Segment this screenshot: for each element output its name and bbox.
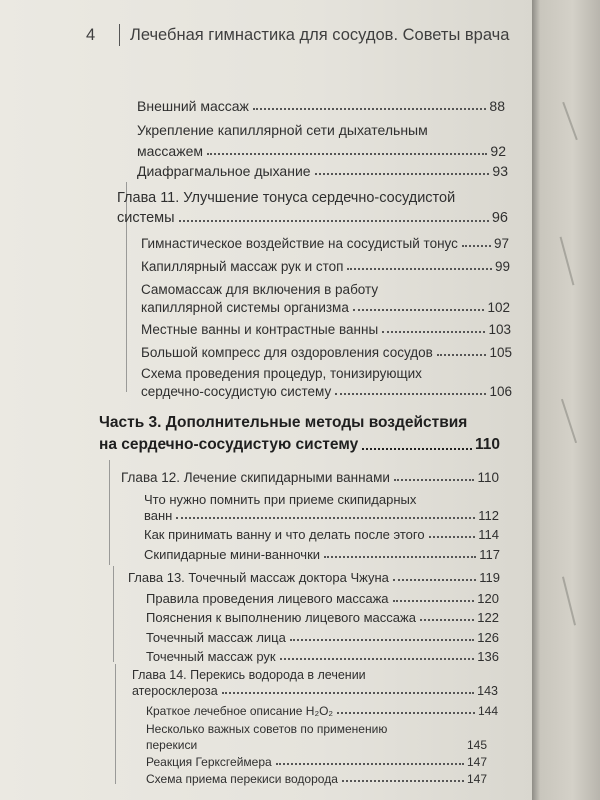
- toc-entry-title: Как принимать ванну и что делать после этого: [144, 527, 425, 542]
- leader-dots: [315, 173, 490, 175]
- toc-entry-title: Реакция Герксгеймера: [146, 755, 272, 769]
- toc-entry-title: Укрепление капиллярной сети дыхательным: [137, 122, 428, 138]
- toc-entry: [137, 163, 508, 179]
- toc-entry-title: Краткое лечебное описание H₂O₂: [146, 704, 334, 718]
- chapter-title-cont: системы: [117, 210, 175, 226]
- toc-entry: [146, 649, 499, 664]
- toc-entry-title: Пояснения к выполнению лицевого массажа: [146, 610, 416, 625]
- toc-page-number: 99: [494, 259, 510, 274]
- toc-entry-title: Схема проведения процедур, тонизирующих: [141, 366, 422, 381]
- toc-entry: [146, 738, 487, 752]
- toc-entry: [146, 630, 499, 645]
- toc-entry: [132, 684, 498, 698]
- toc-entry-title: Гимнастическое воздействие на сосудистый тонус: [141, 236, 458, 251]
- toc-entry: [141, 236, 509, 251]
- toc-page-number: 97: [493, 236, 509, 251]
- page-number: 4: [86, 26, 96, 44]
- leader-dots: [276, 763, 464, 765]
- toc-entry-title: Что нужно помнить при приеме скипидарных: [144, 492, 417, 507]
- running-title: Лечебная гимнастика для сосудов. Советы врача: [130, 26, 510, 44]
- toc-entry-title: Несколько важных советов по применению: [146, 722, 388, 736]
- toc-page-number: 105: [489, 345, 512, 360]
- leader-dots: [429, 536, 476, 538]
- toc-entry-title: Точечный массаж рук: [146, 649, 276, 664]
- toc-page-number: 145: [466, 738, 487, 752]
- leader-dots: [201, 746, 464, 748]
- toc-entry-title: Местные ванны и контрастные ванны: [141, 322, 379, 337]
- toc-entry: [146, 610, 499, 625]
- toc-entry-title: Точечный массаж лица: [146, 630, 286, 645]
- toc-entry: [121, 470, 499, 485]
- leader-dots: [437, 354, 487, 356]
- toc-entry: [144, 527, 499, 542]
- toc-page-number: 96: [491, 210, 508, 226]
- chapter-title-cont: атеросклероза: [132, 684, 218, 698]
- leader-dots: [324, 556, 476, 558]
- toc-page-number: 120: [477, 591, 499, 606]
- toc-entry-title-cont: ванн: [144, 508, 173, 523]
- toc-entry: [99, 436, 500, 454]
- toc-entry: [146, 772, 487, 786]
- toc-entry-title: Капиллярный массаж рук и стоп: [141, 259, 344, 274]
- part-title-cont: на сердечно-сосудистую систему: [99, 436, 359, 453]
- leader-dots: [280, 658, 475, 660]
- toc-entry: [141, 322, 511, 337]
- toc-entry: [141, 384, 512, 399]
- leader-dots: [179, 220, 489, 222]
- leader-dots: [393, 600, 475, 602]
- chapter-rule: [115, 664, 116, 784]
- leader-dots: [382, 331, 485, 333]
- toc-entry-title: Схема приема перекиси водорода: [146, 772, 338, 786]
- toc-entry: [144, 547, 500, 562]
- chapter-rule: [109, 460, 110, 565]
- leader-dots: [290, 639, 474, 641]
- leader-dots: [253, 108, 487, 110]
- leader-dots: [462, 245, 491, 247]
- toc-entry-title: Скипидарные мини-ванночки: [144, 547, 321, 562]
- leader-dots: [353, 309, 485, 311]
- toc-entry: [141, 259, 510, 274]
- toc-page-number: 117: [479, 547, 500, 562]
- toc-entry-title: Правила проведения лицевого массажа: [146, 591, 389, 606]
- toc-page-number: 106: [489, 384, 512, 399]
- toc-page-number: 114: [478, 527, 499, 542]
- toc-entry-title: Большой компресс для оздоровления сосудов: [141, 345, 433, 360]
- toc-page-number: 103: [488, 322, 511, 337]
- toc-page-number: 122: [477, 610, 499, 625]
- leader-dots: [335, 393, 486, 395]
- toc-entry: [141, 300, 510, 315]
- chapter-title: Глава 13. Точечный массаж доктора Чжуна: [128, 570, 389, 585]
- leader-dots: [394, 479, 475, 481]
- toc-page-number: 110: [477, 470, 499, 485]
- toc-entry-title-cont: сердечно-сосудистую систему: [141, 384, 332, 399]
- toc-entry: [117, 210, 508, 226]
- toc-page-number: 136: [477, 649, 499, 664]
- toc-page-number: 92: [490, 143, 506, 159]
- toc-entry-title-cont: капиллярной системы организма: [141, 300, 349, 315]
- toc-entry: [144, 508, 499, 523]
- toc-page-number: 112: [478, 508, 499, 523]
- toc-entry-title: Диафрагмальное дыхание: [137, 163, 311, 179]
- leader-dots: [176, 517, 475, 519]
- toc-entry: [137, 143, 506, 159]
- chapter-rule: [113, 566, 114, 662]
- leader-dots: [362, 448, 472, 450]
- toc-page-number: 143: [477, 684, 498, 698]
- toc-entry-title-cont: перекиси: [146, 738, 198, 752]
- leader-dots: [222, 692, 474, 694]
- toc-entry: [146, 755, 487, 769]
- leader-dots: [207, 153, 487, 155]
- toc-page-number: 144: [477, 704, 498, 718]
- toc-entry-title: Самомассаж для включения в работу: [141, 282, 379, 297]
- toc-page-number: 119: [479, 570, 500, 585]
- part-title: Часть 3. Дополнительные методы воздействия: [99, 414, 468, 431]
- toc-page-number: 102: [487, 300, 510, 315]
- toc-entry: [137, 98, 505, 114]
- toc-page-number: 88: [489, 98, 505, 114]
- chapter-title: Глава 12. Лечение скипидарными ваннами: [121, 470, 390, 485]
- chapter-title: Глава 14. Перекись водорода в лечении: [132, 668, 366, 682]
- toc-entry: [128, 570, 500, 585]
- toc-page-number: 147: [466, 772, 487, 786]
- leader-dots: [420, 619, 474, 621]
- toc-entry: [141, 345, 512, 360]
- chapter-title: Глава 11. Улучшение тонуса сердечно-сосудистой: [117, 190, 456, 206]
- toc-entry: [146, 704, 498, 718]
- toc-entry: [146, 591, 499, 606]
- toc-entry-title: Внешний массаж: [137, 98, 249, 114]
- toc-page-number: 110: [474, 436, 500, 453]
- toc-entry-title-cont: массажем: [137, 143, 203, 159]
- leader-dots: [342, 780, 464, 782]
- leader-dots: [337, 712, 475, 714]
- toc-page-number: 126: [477, 630, 499, 645]
- toc-page-number: 147: [466, 755, 487, 769]
- leader-dots: [393, 579, 476, 581]
- toc-page-number: 93: [492, 163, 508, 179]
- leader-dots: [347, 268, 491, 270]
